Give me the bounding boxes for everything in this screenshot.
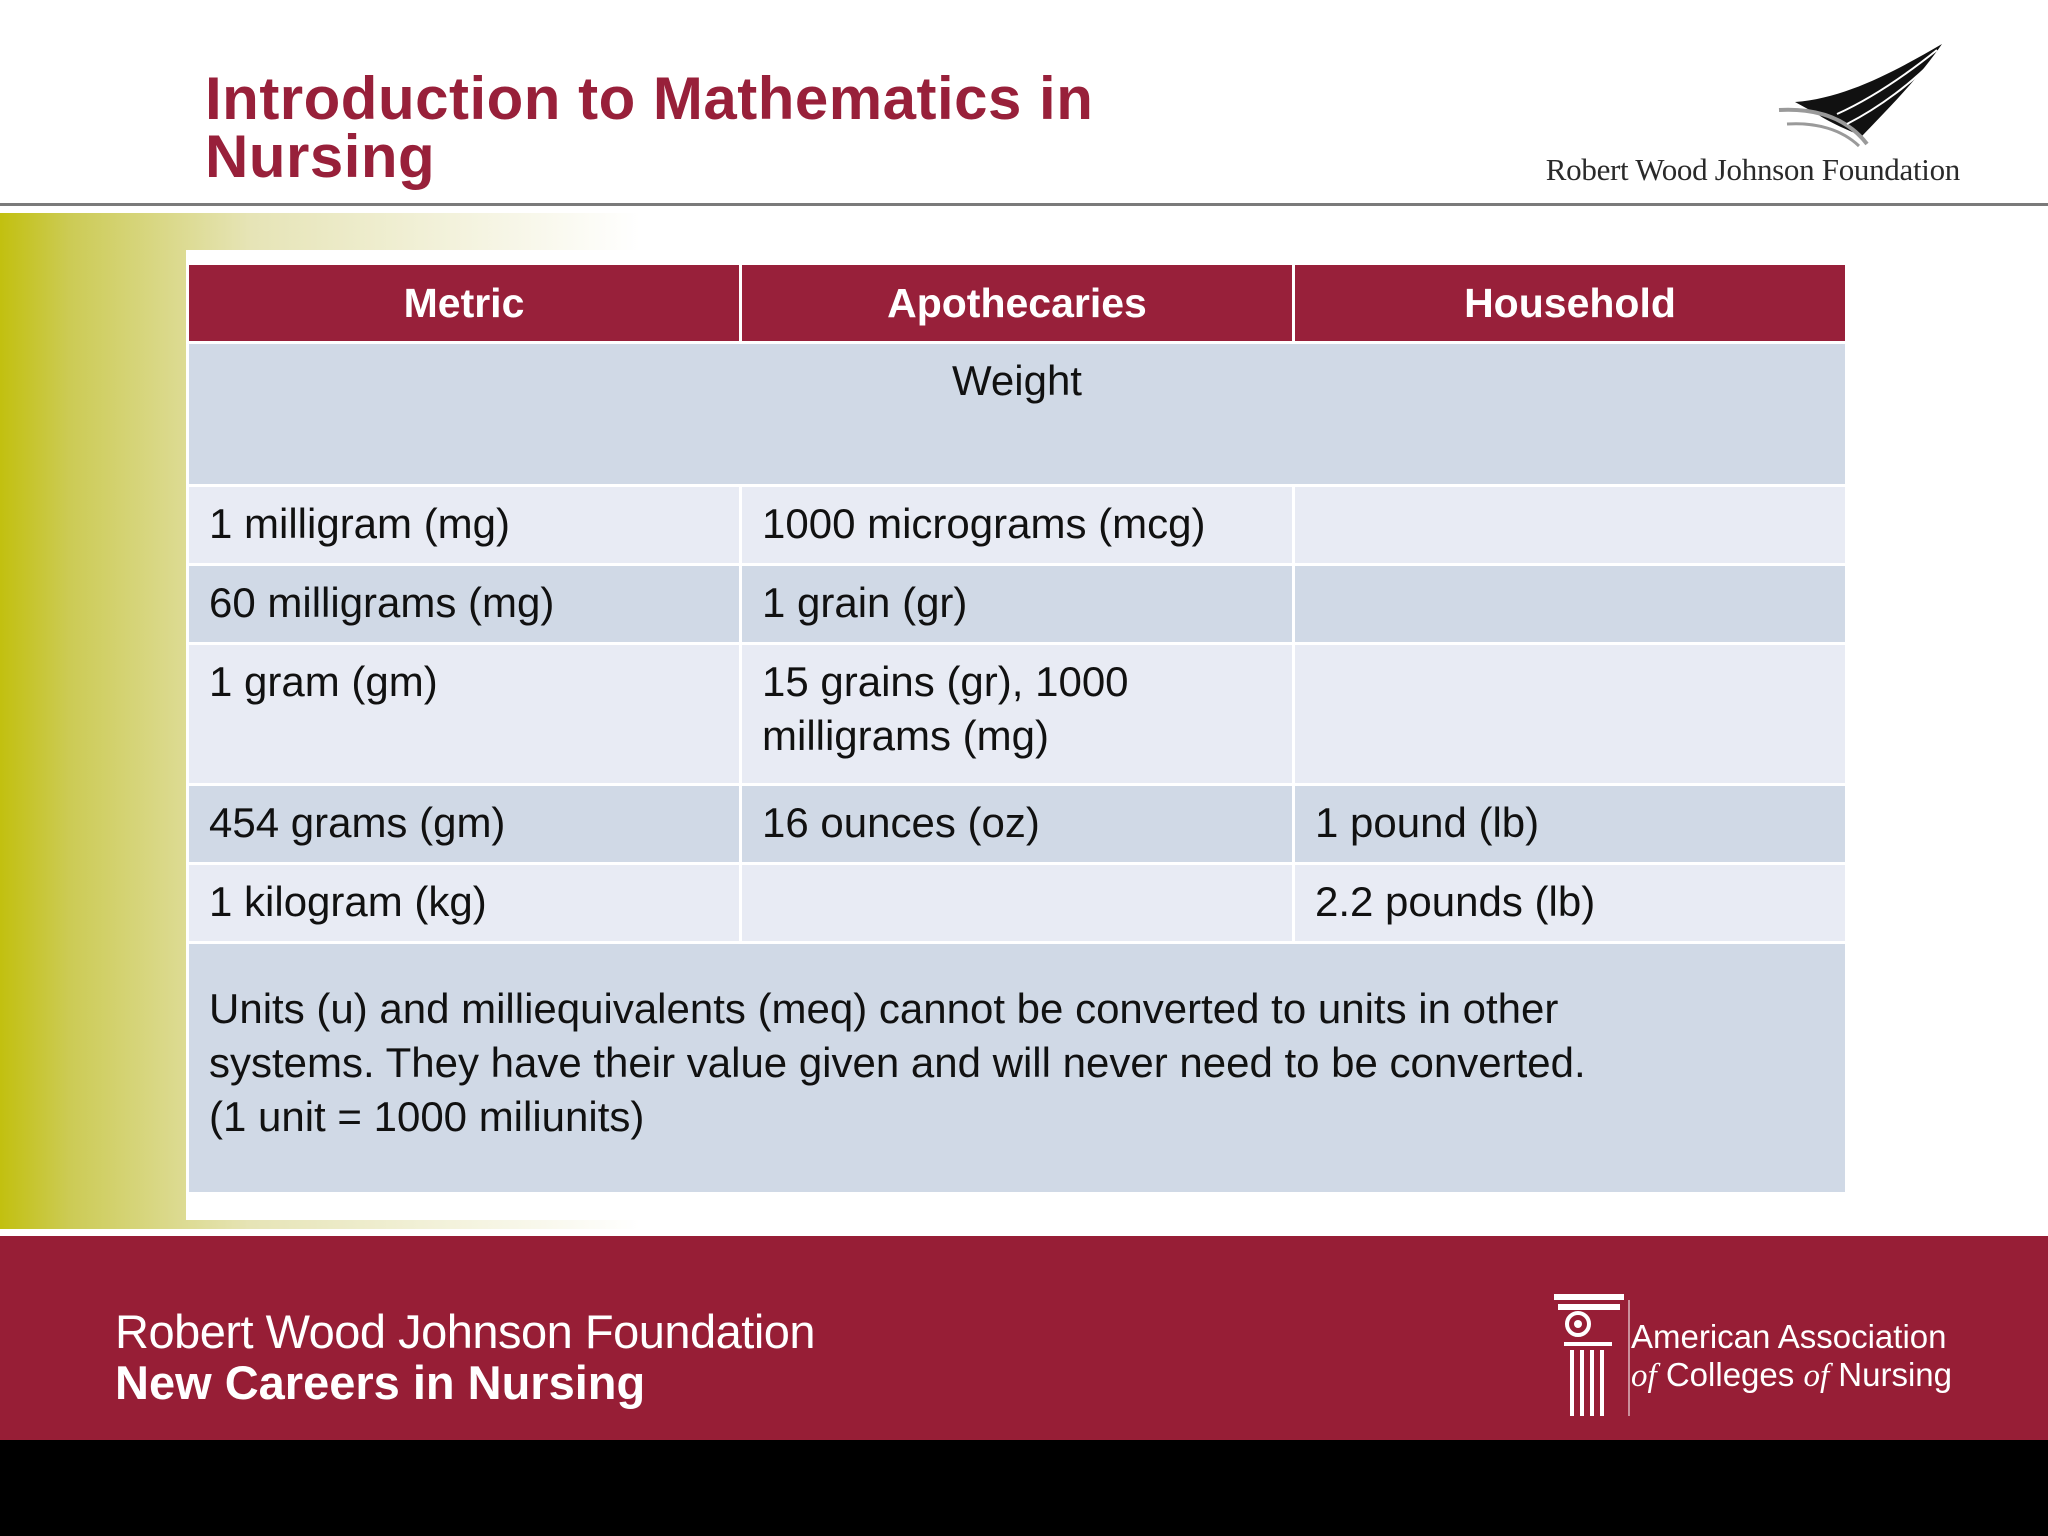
- table-row: [188, 644, 1847, 785]
- table-header-row: [188, 264, 1847, 343]
- slide-title: [205, 65, 1305, 190]
- table-cell: 2.2 pounds (lb): [1294, 864, 1847, 943]
- rwjf-logo: [1540, 40, 1960, 190]
- table-cell: 60 milligrams (mg): [188, 565, 741, 644]
- aacn-connector: of: [1803, 1358, 1830, 1394]
- note-line3: (1 unit = 1000 miliunits): [209, 1093, 645, 1140]
- aacn-logo-line2: [1631, 1356, 1952, 1395]
- aacn-logo-line1: American Association: [1631, 1318, 1947, 1355]
- table-cell: 16 ounces (oz): [741, 785, 1294, 864]
- table-cell: [1294, 644, 1847, 785]
- table-row: [188, 864, 1847, 943]
- table-cell: 1 grain (gr): [741, 565, 1294, 644]
- column-header-household: Household: [1294, 264, 1847, 343]
- section-row-weight: [188, 343, 1847, 486]
- eagle-wing-icon: [1777, 40, 1952, 150]
- table-cell: 1000 micrograms (mcg): [741, 486, 1294, 565]
- conversion-table: [186, 262, 1848, 1195]
- aacn-word: Colleges: [1665, 1356, 1795, 1393]
- header-divider: [0, 203, 2048, 206]
- table-cell: 1 gram (gm): [188, 644, 741, 785]
- note-line2: systems. They have their value given and will never need to be converted.: [209, 1039, 1586, 1086]
- table-cell: 1 pound (lb): [1294, 785, 1847, 864]
- section-label: Weight: [188, 343, 1847, 486]
- slide-title-line1: Introduction to Mathematics in: [205, 65, 1094, 132]
- table-cell: 454 grams (gm): [188, 785, 741, 864]
- table-cell: 15 grains (gr), 1000 milligrams (mg): [741, 644, 1294, 785]
- aacn-logo: [1540, 1290, 1980, 1425]
- footer-program-name: New Careers in Nursing: [115, 1356, 646, 1409]
- aacn-connector: of: [1631, 1358, 1657, 1394]
- table-row: [188, 785, 1847, 864]
- column-capital-icon: [1548, 1290, 1630, 1420]
- note-line1: Units (u) and milliequivalents (meq) cannot be converted to units in other: [209, 985, 1559, 1032]
- table-cell: 1 kilogram (kg): [188, 864, 741, 943]
- slide-title-line2: Nursing: [205, 123, 436, 190]
- table-cell: [1294, 565, 1847, 644]
- aacn-word: Nursing: [1838, 1356, 1952, 1393]
- note-row: [188, 943, 1847, 1194]
- table-row: [188, 565, 1847, 644]
- table-cell: [741, 864, 1294, 943]
- letterbox-bar: [0, 1440, 2048, 1536]
- rwjf-logo-text: Robert Wood Johnson Foundation: [1545, 152, 1960, 187]
- table-cell: 1 milligram (mg): [188, 486, 741, 565]
- conversion-note: [188, 943, 1847, 1194]
- table-cell: [1294, 486, 1847, 565]
- footer-foundation-name: Robert Wood Johnson Foundation: [115, 1305, 816, 1358]
- column-header-metric: Metric: [188, 264, 741, 343]
- column-header-apothecaries: Apothecaries: [741, 264, 1294, 343]
- table-row: [188, 486, 1847, 565]
